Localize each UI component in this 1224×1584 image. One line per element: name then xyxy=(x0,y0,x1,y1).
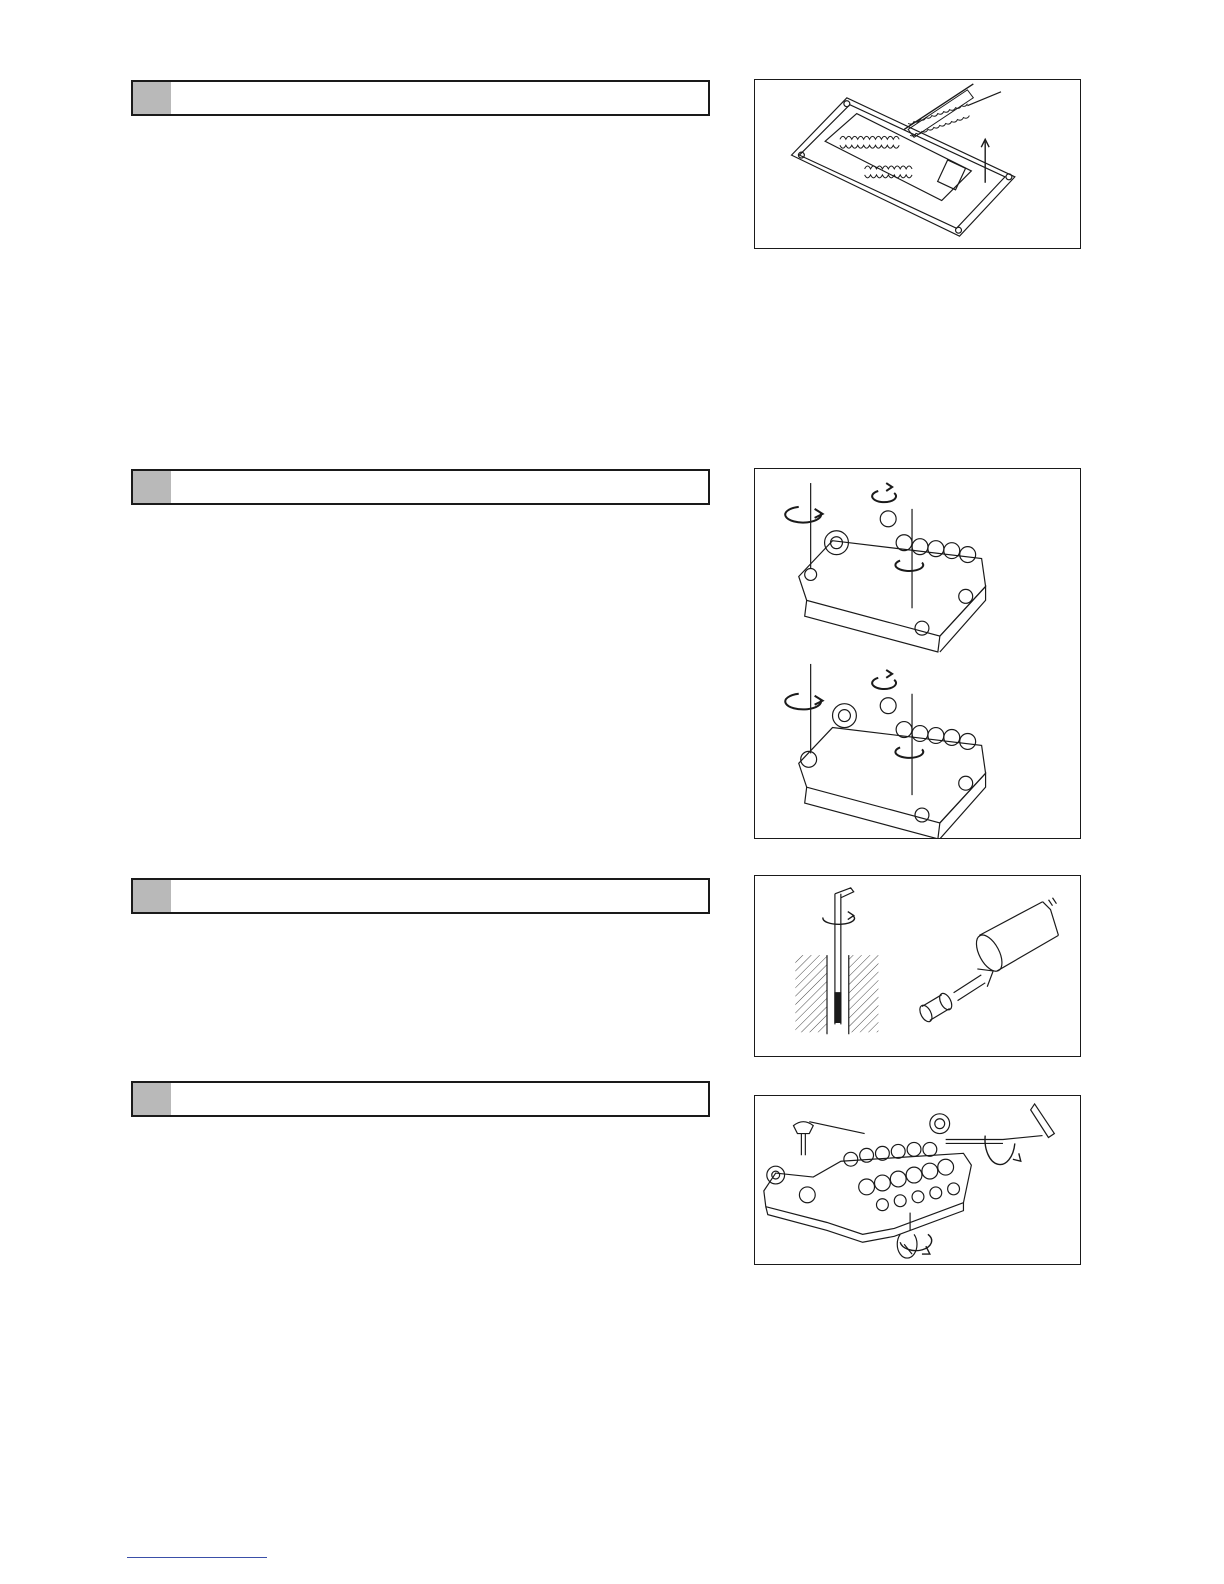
figure-saddle-screws xyxy=(754,1095,1081,1265)
figure-hex-key-stud xyxy=(754,875,1081,1057)
section-header-4 xyxy=(131,1081,710,1117)
section-header-2 xyxy=(131,469,710,505)
section-tab-3 xyxy=(133,880,171,912)
section-tab-2 xyxy=(133,471,171,503)
tremolo-cavity-spring-icon xyxy=(755,80,1080,248)
figure-bridge-height xyxy=(754,468,1081,839)
figure-spring-cavity xyxy=(754,79,1081,249)
section-header-1 xyxy=(131,80,710,116)
hex-key-stud-insert-icon xyxy=(755,876,1080,1056)
bridge-height-adjust-icon xyxy=(755,469,1080,838)
section-tab-1 xyxy=(133,82,171,114)
saddle-screw-adjust-icon xyxy=(755,1096,1080,1264)
footnote-rule xyxy=(127,1557,267,1558)
section-header-3 xyxy=(131,878,710,914)
section-tab-4 xyxy=(133,1083,171,1115)
